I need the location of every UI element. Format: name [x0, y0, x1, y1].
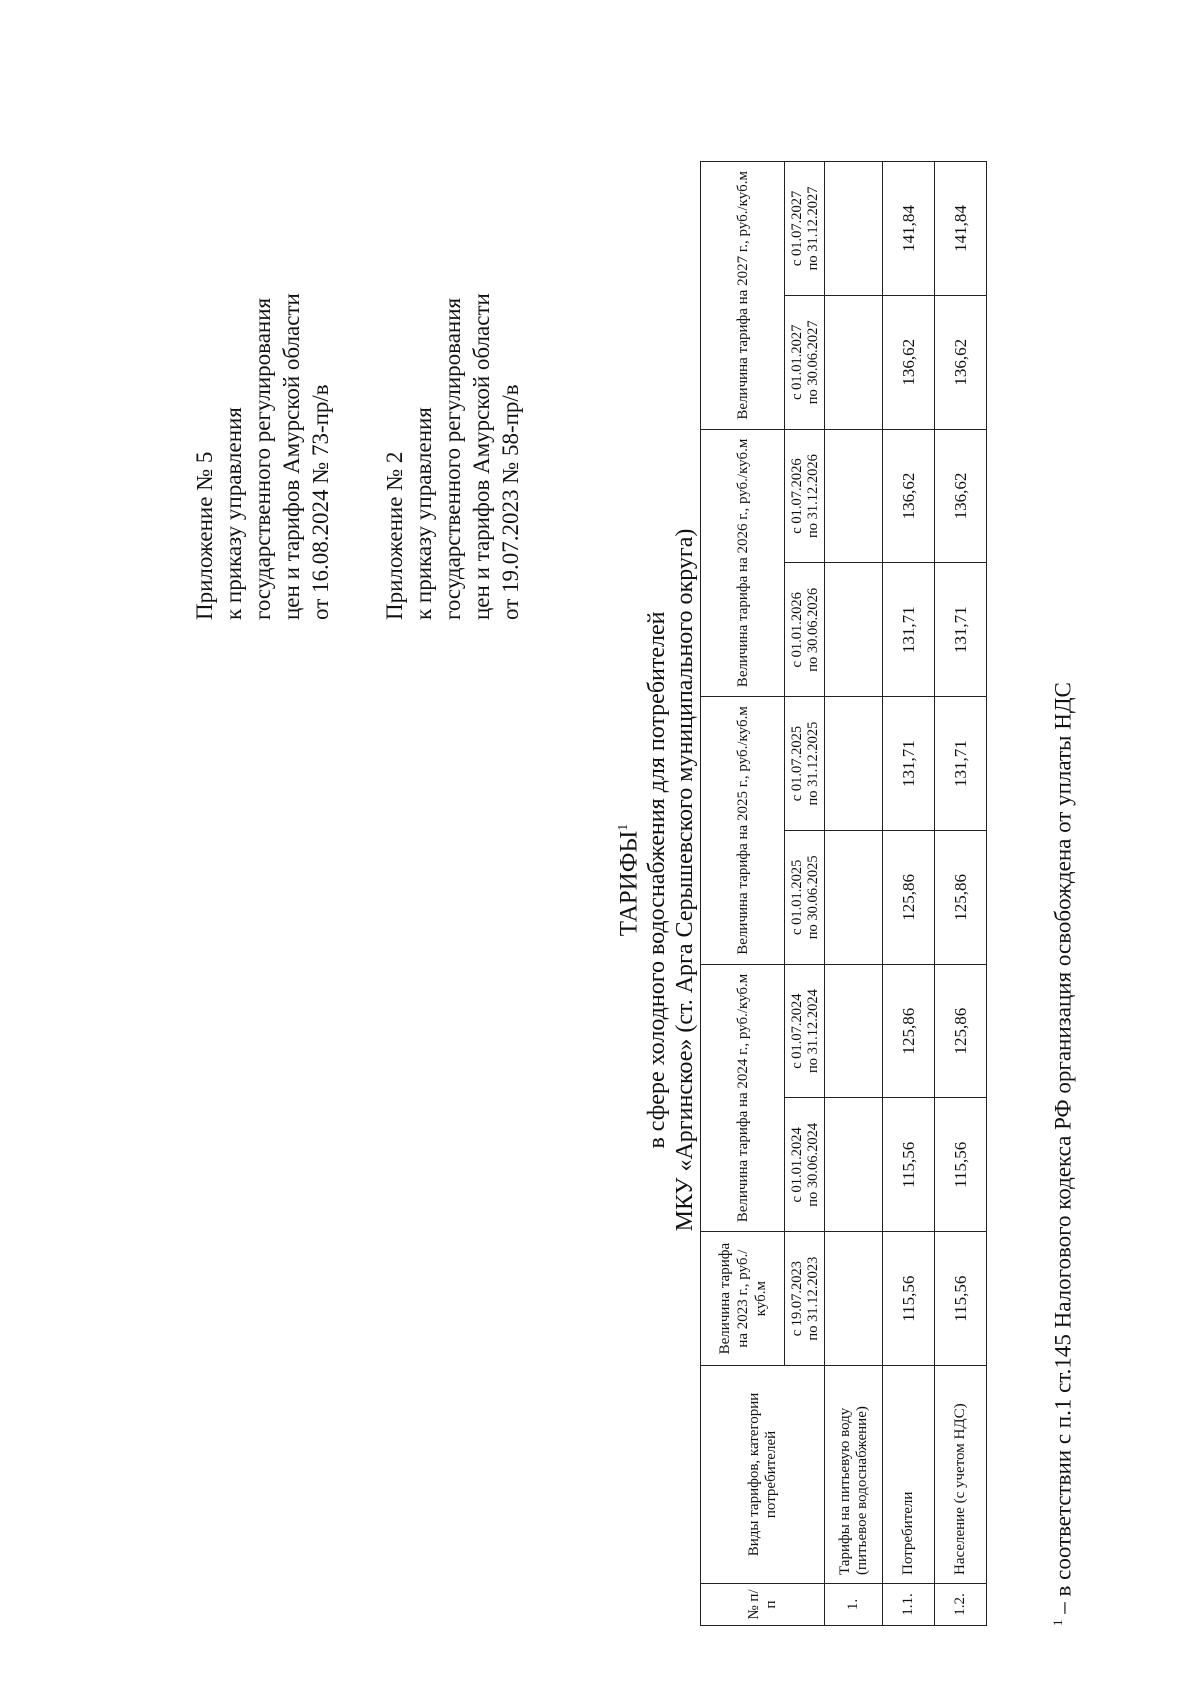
period-end: по 30.06.2024 [804, 1122, 821, 1207]
period-header [785, 964, 825, 1098]
tariff-table [700, 161, 987, 1626]
approval-line: государственного регулирования [440, 297, 465, 620]
period-header [785, 1232, 825, 1366]
approval-line: Приложение № 5 [192, 451, 217, 620]
table-cell: 131,71 [883, 697, 935, 831]
table-cell [825, 295, 883, 429]
row-number: 1.1. [883, 1584, 935, 1626]
period-end: по 31.12.2024 [804, 989, 821, 1074]
title-line-3: МКУ «Аргинское» (ст. Арга Серышевского муниципального округа) [672, 528, 699, 1232]
period-end: по 31.12.2023 [804, 1256, 821, 1341]
period-start: с 01.01.2026 [788, 592, 805, 668]
row-name: Потребители [883, 1366, 935, 1584]
table-cell: 141,84 [935, 162, 987, 296]
table-cell [825, 563, 883, 697]
period-end: по 30.06.2027 [804, 320, 821, 405]
header-year-2023: Величина тарифа на 2023 г., руб./куб.м [701, 1232, 785, 1366]
period-header [785, 429, 825, 563]
period-header [785, 1098, 825, 1232]
approval-line: от 16.08.2024 № 73-пр/в [308, 384, 333, 620]
header-year-2025: Величина тарифа на 2025 г., руб./куб.м [701, 697, 785, 965]
period-start: с 01.07.2027 [788, 190, 805, 267]
table-cell: 115,56 [883, 1098, 935, 1232]
table-cell [825, 1098, 883, 1232]
table-cell: 125,86 [935, 830, 987, 964]
period-end: по 30.06.2025 [804, 855, 821, 940]
period-header [785, 162, 825, 296]
table-cell: 125,86 [883, 964, 935, 1098]
row-number: 1. [825, 1584, 883, 1626]
row-name: Тарифы на питьевую воду (питьевое водоснабжение) [825, 1366, 883, 1584]
approval-line: Приложение № 2 [382, 451, 407, 620]
approval-line: к приказу управления [411, 407, 436, 620]
approval-line: цен и тарифов Амурской области [279, 293, 304, 620]
approval-block-2 [380, 293, 525, 620]
period-header [785, 295, 825, 429]
title-text: ТАРИФЫ [615, 830, 643, 937]
header-year-2026: Величина тарифа на 2026 г., руб./куб.м [701, 429, 785, 697]
period-start: с 01.07.2026 [788, 458, 805, 534]
period-start: с 01.01.2027 [788, 324, 805, 400]
approval-line: от 19.07.2023 № 58-пр/в [498, 384, 523, 620]
table-row [935, 162, 987, 1626]
document-title [610, 120, 699, 1640]
table-cell: 136,62 [935, 295, 987, 429]
table-cell [825, 830, 883, 964]
approval-block-1 [190, 293, 335, 620]
footnote-mark: 1 [1050, 1619, 1065, 1626]
table-cell: 136,62 [935, 429, 987, 563]
title-main [610, 120, 643, 1640]
period-end: по 30.06.2026 [804, 587, 821, 672]
table-row [825, 162, 883, 1626]
table-cell: 115,56 [935, 1232, 987, 1366]
footnote [1050, 682, 1077, 1626]
table-cell [825, 964, 883, 1098]
approval-line: цен и тарифов Амурской области [469, 293, 494, 620]
period-start: с 01.01.2025 [788, 859, 805, 935]
row-number: 1.2. [935, 1584, 987, 1626]
header-tariff-type: Виды тарифов, категории потребителей [701, 1366, 825, 1584]
title-footnote-mark: 1 [616, 823, 631, 831]
table-cell: 141,84 [883, 162, 935, 296]
header-year-2027: Величина тарифа на 2027 г., руб./куб.м [701, 162, 785, 430]
table-cell [825, 697, 883, 831]
table-cell: 131,71 [935, 563, 987, 697]
table-cell: 115,56 [883, 1232, 935, 1366]
period-header [785, 563, 825, 697]
period-header [785, 830, 825, 964]
table-cell: 136,62 [883, 429, 935, 563]
period-start: с 01.01.2024 [788, 1127, 805, 1203]
header-year-2024: Величина тарифа на 2024 г., руб./куб.м [701, 964, 785, 1232]
table-cell [825, 1232, 883, 1366]
period-end: по 31.12.2026 [804, 454, 821, 538]
approval-line: государственного регулирования [250, 297, 275, 620]
table-cell: 115,56 [935, 1098, 987, 1232]
period-end: по 31.12.2027 [804, 186, 821, 271]
approval-line: к приказу управления [221, 407, 246, 620]
period-end: по 31.12.2025 [804, 721, 821, 806]
footnote-text: – в соответствии с п.1 ст.145 Налогового кодекса РФ организация освобождена от уплаты НДС [1050, 682, 1076, 1620]
table-cell: 131,71 [935, 697, 987, 831]
title-line-2: в сфере холодного водоснабжения для потребителей [644, 611, 671, 1149]
rotated-page [50, 120, 1110, 1640]
table-cell: 125,86 [935, 964, 987, 1098]
period-start: с 01.07.2025 [788, 725, 805, 802]
table-cell: 136,62 [883, 295, 935, 429]
row-name: Население (с учетом НДС) [935, 1366, 987, 1584]
table-cell: 131,71 [883, 563, 935, 697]
table-cell [825, 162, 883, 296]
period-start: с 01.07.2024 [788, 993, 805, 1069]
period-start: с 19.07.2023 [788, 1260, 805, 1337]
table-row [883, 162, 935, 1626]
table-cell [825, 429, 883, 563]
table-cell: 125,86 [883, 830, 935, 964]
header-number: № п/п [701, 1584, 825, 1626]
period-header [785, 697, 825, 831]
